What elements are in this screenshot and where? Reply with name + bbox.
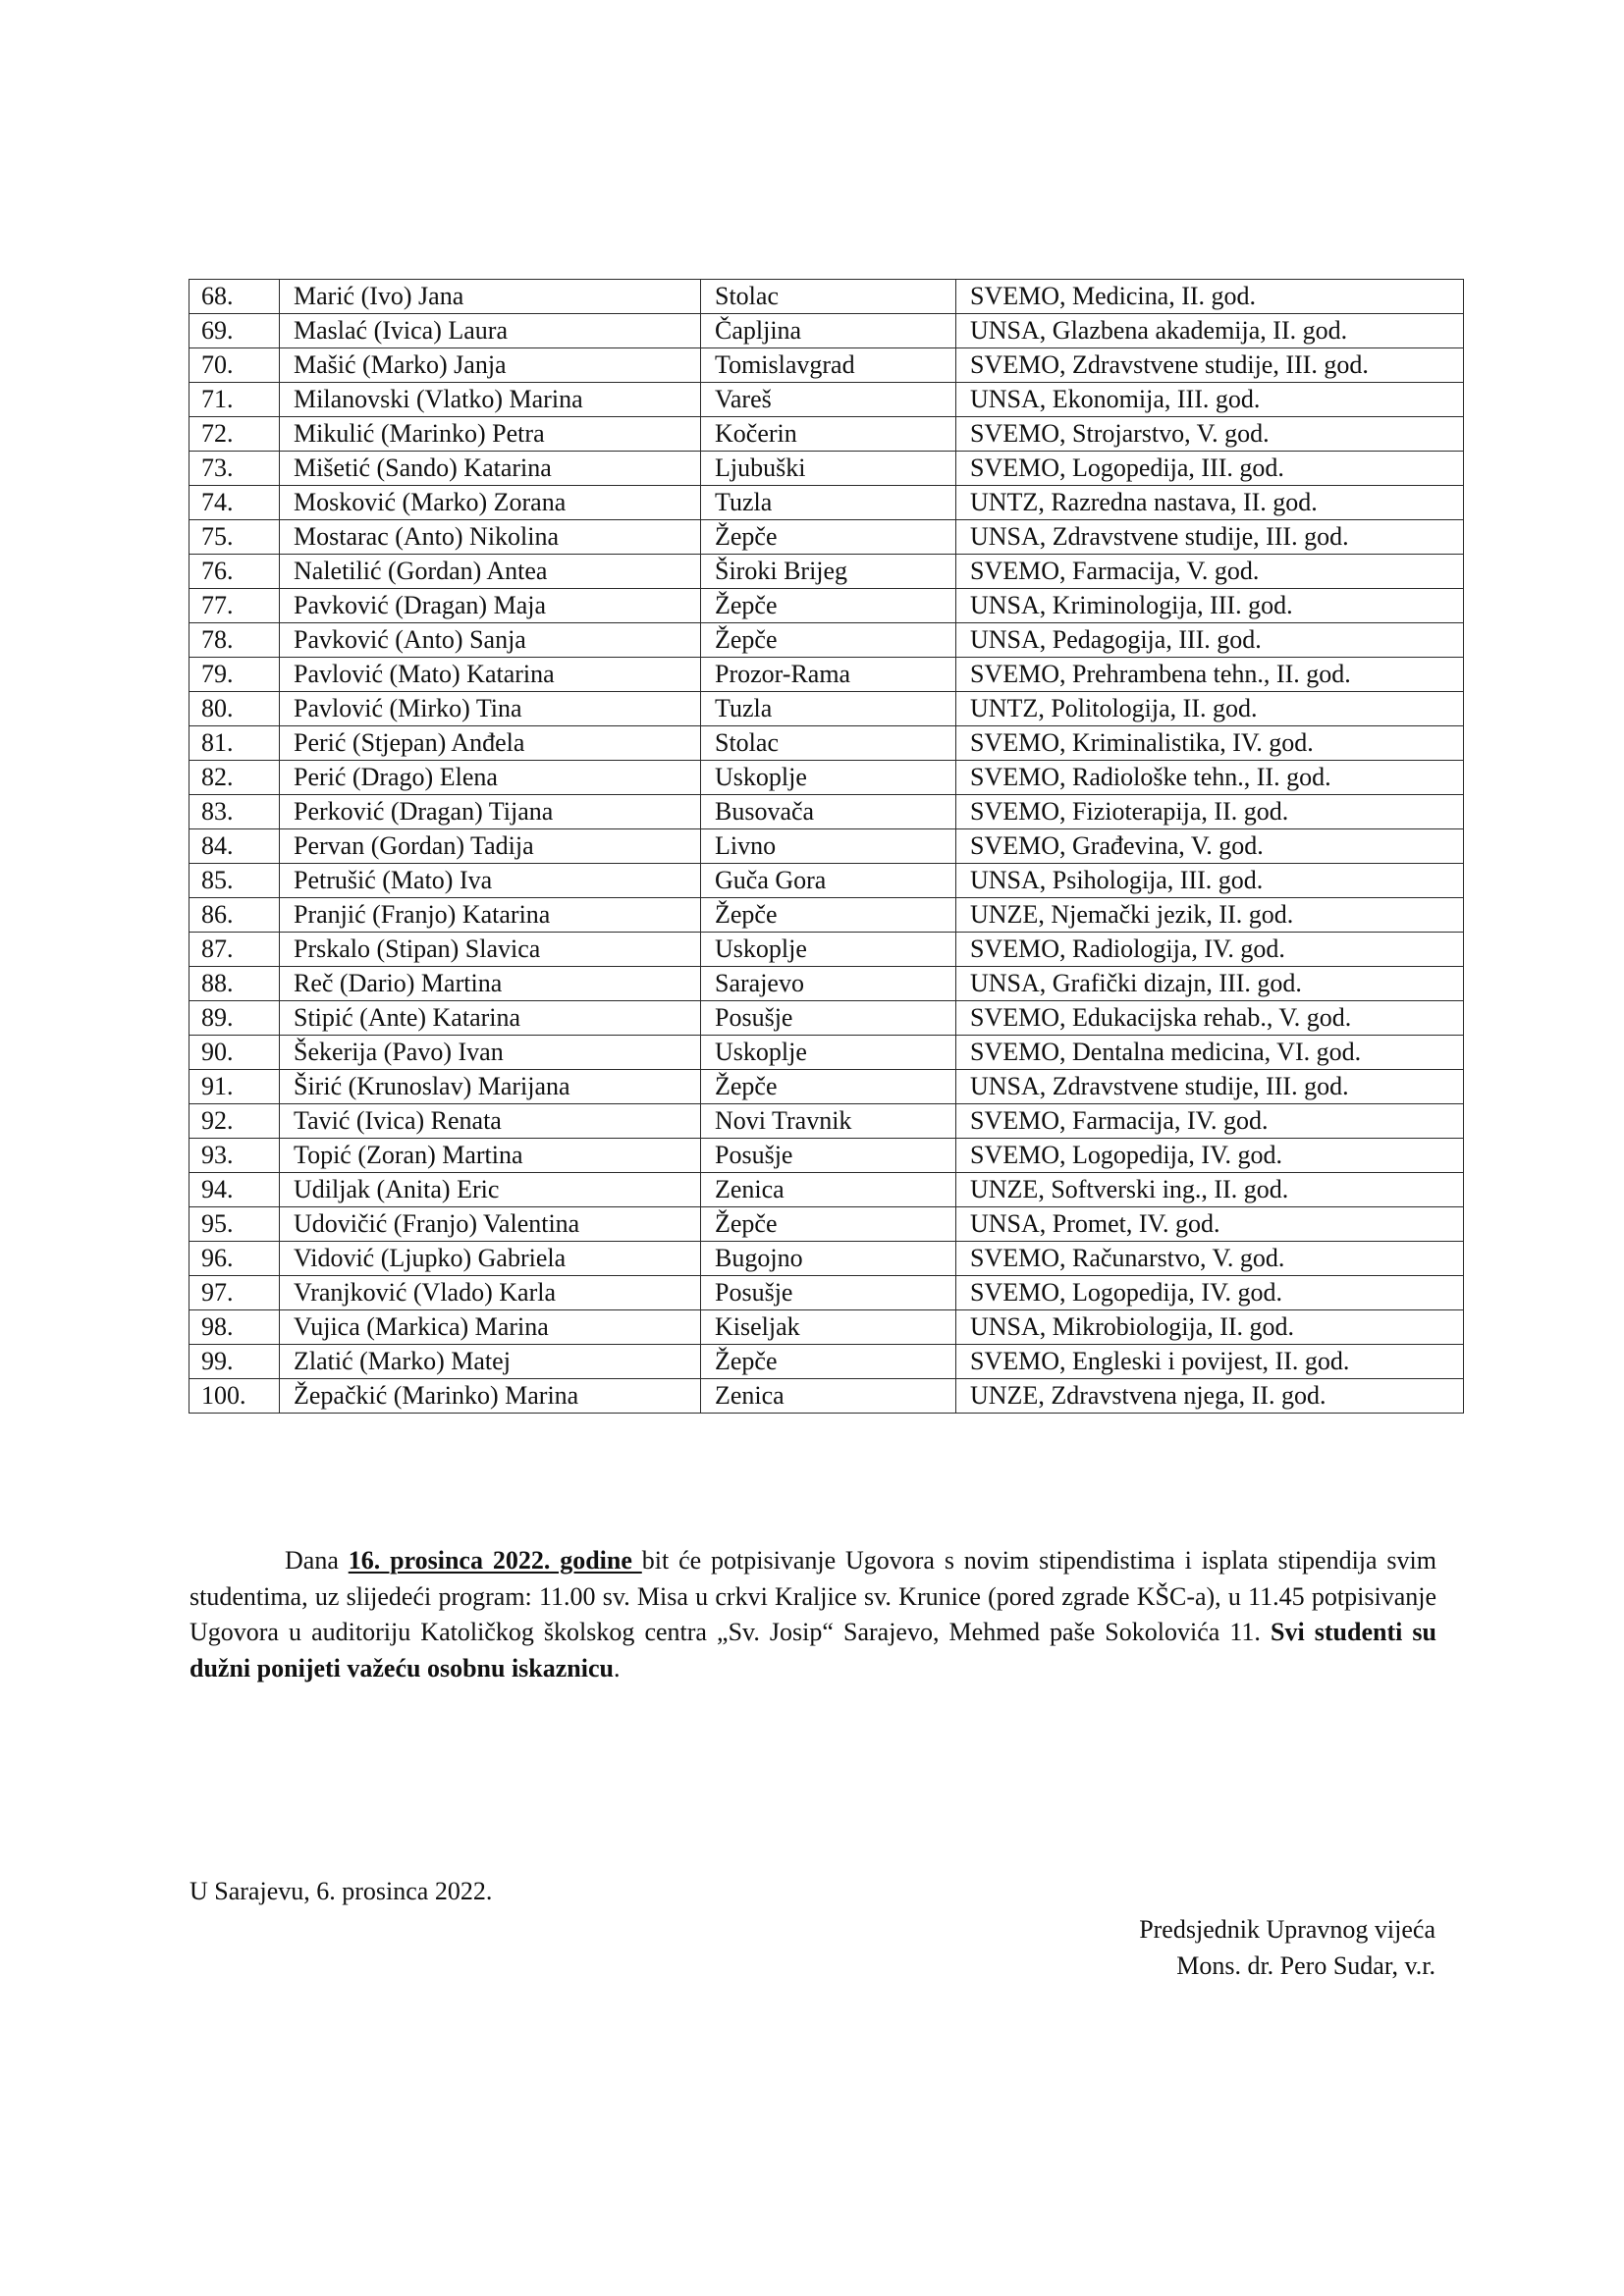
university-program: UNSA, Kriminologija, III. god. xyxy=(956,589,1464,623)
university-program: SVEMO, Medicina, II. god. xyxy=(956,280,1464,314)
row-number: 71. xyxy=(189,383,280,417)
table-row xyxy=(189,1207,1464,1242)
home-town: Busovača xyxy=(701,795,956,829)
table-row xyxy=(189,761,1464,795)
table-row xyxy=(189,1173,1464,1207)
university-program: SVEMO, Logopedija, III. god. xyxy=(956,452,1464,486)
student-name: Mosković (Marko) Zorana xyxy=(280,486,701,520)
university-program: UNSA, Zdravstvene studije, III. god. xyxy=(956,1070,1464,1104)
home-town: Žepče xyxy=(701,898,956,933)
university-program: SVEMO, Logopedija, IV. god. xyxy=(956,1276,1464,1310)
notice-body: bit će potpisivanje Ugovora s novim stipendistima i isplata stipendija svim studentima, uz slijedeći program: 11.00 sv. Misa u crkvi Kraljice sv. Krunice (pored zgrade KŠC-a), u 11.45 potpisivanje Ugovora u auditoriju Katoličkog školskog centra „Sv. Josip“ Sarajevo, Mehmed paše Sokolovića 11. xyxy=(189,1546,1437,1646)
home-town: Zenica xyxy=(701,1379,956,1414)
notice-intro: Dana xyxy=(285,1546,349,1575)
home-town: Uskoplje xyxy=(701,761,956,795)
row-number: 78. xyxy=(189,623,280,658)
home-town: Posušje xyxy=(701,1139,956,1173)
university-program: SVEMO, Prehrambena tehn., II. god. xyxy=(956,658,1464,692)
home-town: Tuzla xyxy=(701,486,956,520)
university-program: UNSA, Pedagogija, III. god. xyxy=(956,623,1464,658)
row-number: 76. xyxy=(189,555,280,589)
home-town: Stolac xyxy=(701,726,956,761)
student-name: Žepačkić (Marinko) Marina xyxy=(280,1379,701,1414)
row-number: 98. xyxy=(189,1310,280,1345)
row-number: 92. xyxy=(189,1104,280,1139)
row-number: 69. xyxy=(189,314,280,348)
table-row xyxy=(189,623,1464,658)
university-program: UNTZ, Politologija, II. god. xyxy=(956,692,1464,726)
student-name: Milanovski (Vlatko) Marina xyxy=(280,383,701,417)
row-number: 73. xyxy=(189,452,280,486)
home-town: Kočerin xyxy=(701,417,956,452)
student-name: Pervan (Gordan) Tadija xyxy=(280,829,701,864)
row-number: 83. xyxy=(189,795,280,829)
row-number: 68. xyxy=(189,280,280,314)
signing-date: 16. prosinca 2022. godine xyxy=(348,1546,642,1575)
table-row xyxy=(189,1310,1464,1345)
table-row xyxy=(189,589,1464,623)
student-name: Mašić (Marko) Janja xyxy=(280,348,701,383)
table-row xyxy=(189,829,1464,864)
home-town: Žepče xyxy=(701,1207,956,1242)
row-number: 90. xyxy=(189,1036,280,1070)
row-number: 84. xyxy=(189,829,280,864)
row-number: 85. xyxy=(189,864,280,898)
university-program: SVEMO, Edukacijska rehab., V. god. xyxy=(956,1001,1464,1036)
table-row xyxy=(189,520,1464,555)
university-program: SVEMO, Računarstvo, V. god. xyxy=(956,1242,1464,1276)
student-name: Naletilić (Gordan) Antea xyxy=(280,555,701,589)
university-program: SVEMO, Fizioterapija, II. god. xyxy=(956,795,1464,829)
table-row xyxy=(189,1345,1464,1379)
student-name: Mišetić (Sando) Katarina xyxy=(280,452,701,486)
student-name: Perić (Stjepan) Anđela xyxy=(280,726,701,761)
student-name: Vranjković (Vlado) Karla xyxy=(280,1276,701,1310)
home-town: Sarajevo xyxy=(701,967,956,1001)
student-name: Perić (Drago) Elena xyxy=(280,761,701,795)
home-town: Žepče xyxy=(701,1070,956,1104)
home-town: Posušje xyxy=(701,1001,956,1036)
student-name: Reč (Dario) Martina xyxy=(280,967,701,1001)
table-row xyxy=(189,933,1464,967)
university-program: UNSA, Zdravstvene studije, III. god. xyxy=(956,520,1464,555)
home-town: Žepče xyxy=(701,589,956,623)
student-name: Pavlović (Mato) Katarina xyxy=(280,658,701,692)
table-row xyxy=(189,795,1464,829)
row-number: 79. xyxy=(189,658,280,692)
table-row xyxy=(189,348,1464,383)
university-program: UNSA, Promet, IV. god. xyxy=(956,1207,1464,1242)
home-town: Prozor-Rama xyxy=(701,658,956,692)
row-number: 86. xyxy=(189,898,280,933)
student-rows xyxy=(189,280,1464,1414)
student-name: Pranjić (Franjo) Katarina xyxy=(280,898,701,933)
home-town: Ljubuški xyxy=(701,452,956,486)
student-name: Vidović (Ljupko) Gabriela xyxy=(280,1242,701,1276)
home-town: Tomislavgrad xyxy=(701,348,956,383)
student-name: Petrušić (Mato) Iva xyxy=(280,864,701,898)
row-number: 82. xyxy=(189,761,280,795)
row-number: 75. xyxy=(189,520,280,555)
table-row xyxy=(189,726,1464,761)
table-row xyxy=(189,280,1464,314)
student-name: Topić (Zoran) Martina xyxy=(280,1139,701,1173)
student-name: Udiljak (Anita) Eric xyxy=(280,1173,701,1207)
row-number: 99. xyxy=(189,1345,280,1379)
table-row xyxy=(189,898,1464,933)
row-number: 87. xyxy=(189,933,280,967)
row-number: 70. xyxy=(189,348,280,383)
home-town: Bugojno xyxy=(701,1242,956,1276)
signing-notice-paragraph xyxy=(189,1543,1436,1686)
row-number: 80. xyxy=(189,692,280,726)
row-number: 89. xyxy=(189,1001,280,1036)
student-name: Stipić (Ante) Katarina xyxy=(280,1001,701,1036)
table-row xyxy=(189,555,1464,589)
home-town: Uskoplje xyxy=(701,1036,956,1070)
university-program: SVEMO, Logopedija, IV. god. xyxy=(956,1139,1464,1173)
university-program: UNZE, Zdravstvena njega, II. god. xyxy=(956,1379,1464,1414)
student-name: Pavković (Dragan) Maja xyxy=(280,589,701,623)
home-town: Čapljina xyxy=(701,314,956,348)
row-number: 100. xyxy=(189,1379,280,1414)
university-program: SVEMO, Radiologija, IV. god. xyxy=(956,933,1464,967)
row-number: 97. xyxy=(189,1276,280,1310)
table-row xyxy=(189,1070,1464,1104)
student-name: Pavković (Anto) Sanja xyxy=(280,623,701,658)
table-row xyxy=(189,1379,1464,1414)
table-row xyxy=(189,1036,1464,1070)
home-town: Žepče xyxy=(701,1345,956,1379)
university-program: UNTZ, Razredna nastava, II. god. xyxy=(956,486,1464,520)
student-name: Mikulić (Marinko) Petra xyxy=(280,417,701,452)
university-program: UNSA, Mikrobiologija, II. god. xyxy=(956,1310,1464,1345)
signature-block xyxy=(1139,1911,1435,1984)
student-name: Šekerija (Pavo) Ivan xyxy=(280,1036,701,1070)
table-row xyxy=(189,658,1464,692)
table-row xyxy=(189,692,1464,726)
signatory-name: Mons. dr. Pero Sudar, v.r. xyxy=(1176,1951,1435,1980)
table-row xyxy=(189,1139,1464,1173)
table-row xyxy=(189,417,1464,452)
student-name: Prskalo (Stipan) Slavica xyxy=(280,933,701,967)
university-program: SVEMO, Kriminalistika, IV. god. xyxy=(956,726,1464,761)
table-row xyxy=(189,967,1464,1001)
student-name: Marić (Ivo) Jana xyxy=(280,280,701,314)
student-name: Tavić (Ivica) Renata xyxy=(280,1104,701,1139)
table-row xyxy=(189,1001,1464,1036)
university-program: UNSA, Psihologija, III. god. xyxy=(956,864,1464,898)
home-town: Posušje xyxy=(701,1276,956,1310)
home-town: Žepče xyxy=(701,520,956,555)
notice-end: . xyxy=(613,1653,621,1682)
home-town: Zenica xyxy=(701,1173,956,1207)
university-program: SVEMO, Radiološke tehn., II. god. xyxy=(956,761,1464,795)
university-program: SVEMO, Farmacija, V. god. xyxy=(956,555,1464,589)
home-town: Široki Brijeg xyxy=(701,555,956,589)
student-name: Mostarac (Anto) Nikolina xyxy=(280,520,701,555)
row-number: 94. xyxy=(189,1173,280,1207)
table-row xyxy=(189,1104,1464,1139)
table-row xyxy=(189,1276,1464,1310)
university-program: SVEMO, Farmacija, IV. god. xyxy=(956,1104,1464,1139)
university-program: UNZE, Njemački jezik, II. god. xyxy=(956,898,1464,933)
student-name: Zlatić (Marko) Matej xyxy=(280,1345,701,1379)
home-town: Guča Gora xyxy=(701,864,956,898)
university-program: UNZE, Softverski ing., II. god. xyxy=(956,1173,1464,1207)
home-town: Livno xyxy=(701,829,956,864)
table-row xyxy=(189,383,1464,417)
university-program: UNSA, Grafički dizajn, III. god. xyxy=(956,967,1464,1001)
table-row xyxy=(189,486,1464,520)
id-card-requirement: Svi studenti su dužni ponijeti važeću osobnu iskaznicu xyxy=(189,1618,1436,1682)
row-number: 77. xyxy=(189,589,280,623)
home-town: Uskoplje xyxy=(701,933,956,967)
university-program: UNSA, Glazbena akademija, II. god. xyxy=(956,314,1464,348)
table-row xyxy=(189,1242,1464,1276)
table-row xyxy=(189,864,1464,898)
row-number: 81. xyxy=(189,726,280,761)
table-row xyxy=(189,452,1464,486)
student-name: Vujica (Markica) Marina xyxy=(280,1310,701,1345)
student-name: Perković (Dragan) Tijana xyxy=(280,795,701,829)
university-program: SVEMO, Strojarstvo, V. god. xyxy=(956,417,1464,452)
student-name: Udovičić (Franjo) Valentina xyxy=(280,1207,701,1242)
student-name: Pavlović (Mirko) Tina xyxy=(280,692,701,726)
row-number: 95. xyxy=(189,1207,280,1242)
place-and-date: U Sarajevu, 6. prosinca 2022. xyxy=(189,1877,493,1905)
university-program: SVEMO, Građevina, V. god. xyxy=(956,829,1464,864)
university-program: UNSA, Ekonomija, III. god. xyxy=(956,383,1464,417)
home-town: Žepče xyxy=(701,623,956,658)
home-town: Tuzla xyxy=(701,692,956,726)
row-number: 88. xyxy=(189,967,280,1001)
row-number: 74. xyxy=(189,486,280,520)
home-town: Stolac xyxy=(701,280,956,314)
university-program: SVEMO, Zdravstvene studije, III. god. xyxy=(956,348,1464,383)
home-town: Novi Travnik xyxy=(701,1104,956,1139)
row-number: 72. xyxy=(189,417,280,452)
row-number: 91. xyxy=(189,1070,280,1104)
scholarship-students-table xyxy=(189,279,1464,1414)
university-program: SVEMO, Dentalna medicina, VI. god. xyxy=(956,1036,1464,1070)
student-name: Širić (Krunoslav) Marijana xyxy=(280,1070,701,1104)
signatory-title: Predsjednik Upravnog vijeća xyxy=(1139,1915,1435,1944)
university-program: SVEMO, Engleski i povijest, II. god. xyxy=(956,1345,1464,1379)
row-number: 93. xyxy=(189,1139,280,1173)
table-row xyxy=(189,314,1464,348)
student-name: Maslać (Ivica) Laura xyxy=(280,314,701,348)
home-town: Kiseljak xyxy=(701,1310,956,1345)
home-town: Vareš xyxy=(701,383,956,417)
row-number: 96. xyxy=(189,1242,280,1276)
